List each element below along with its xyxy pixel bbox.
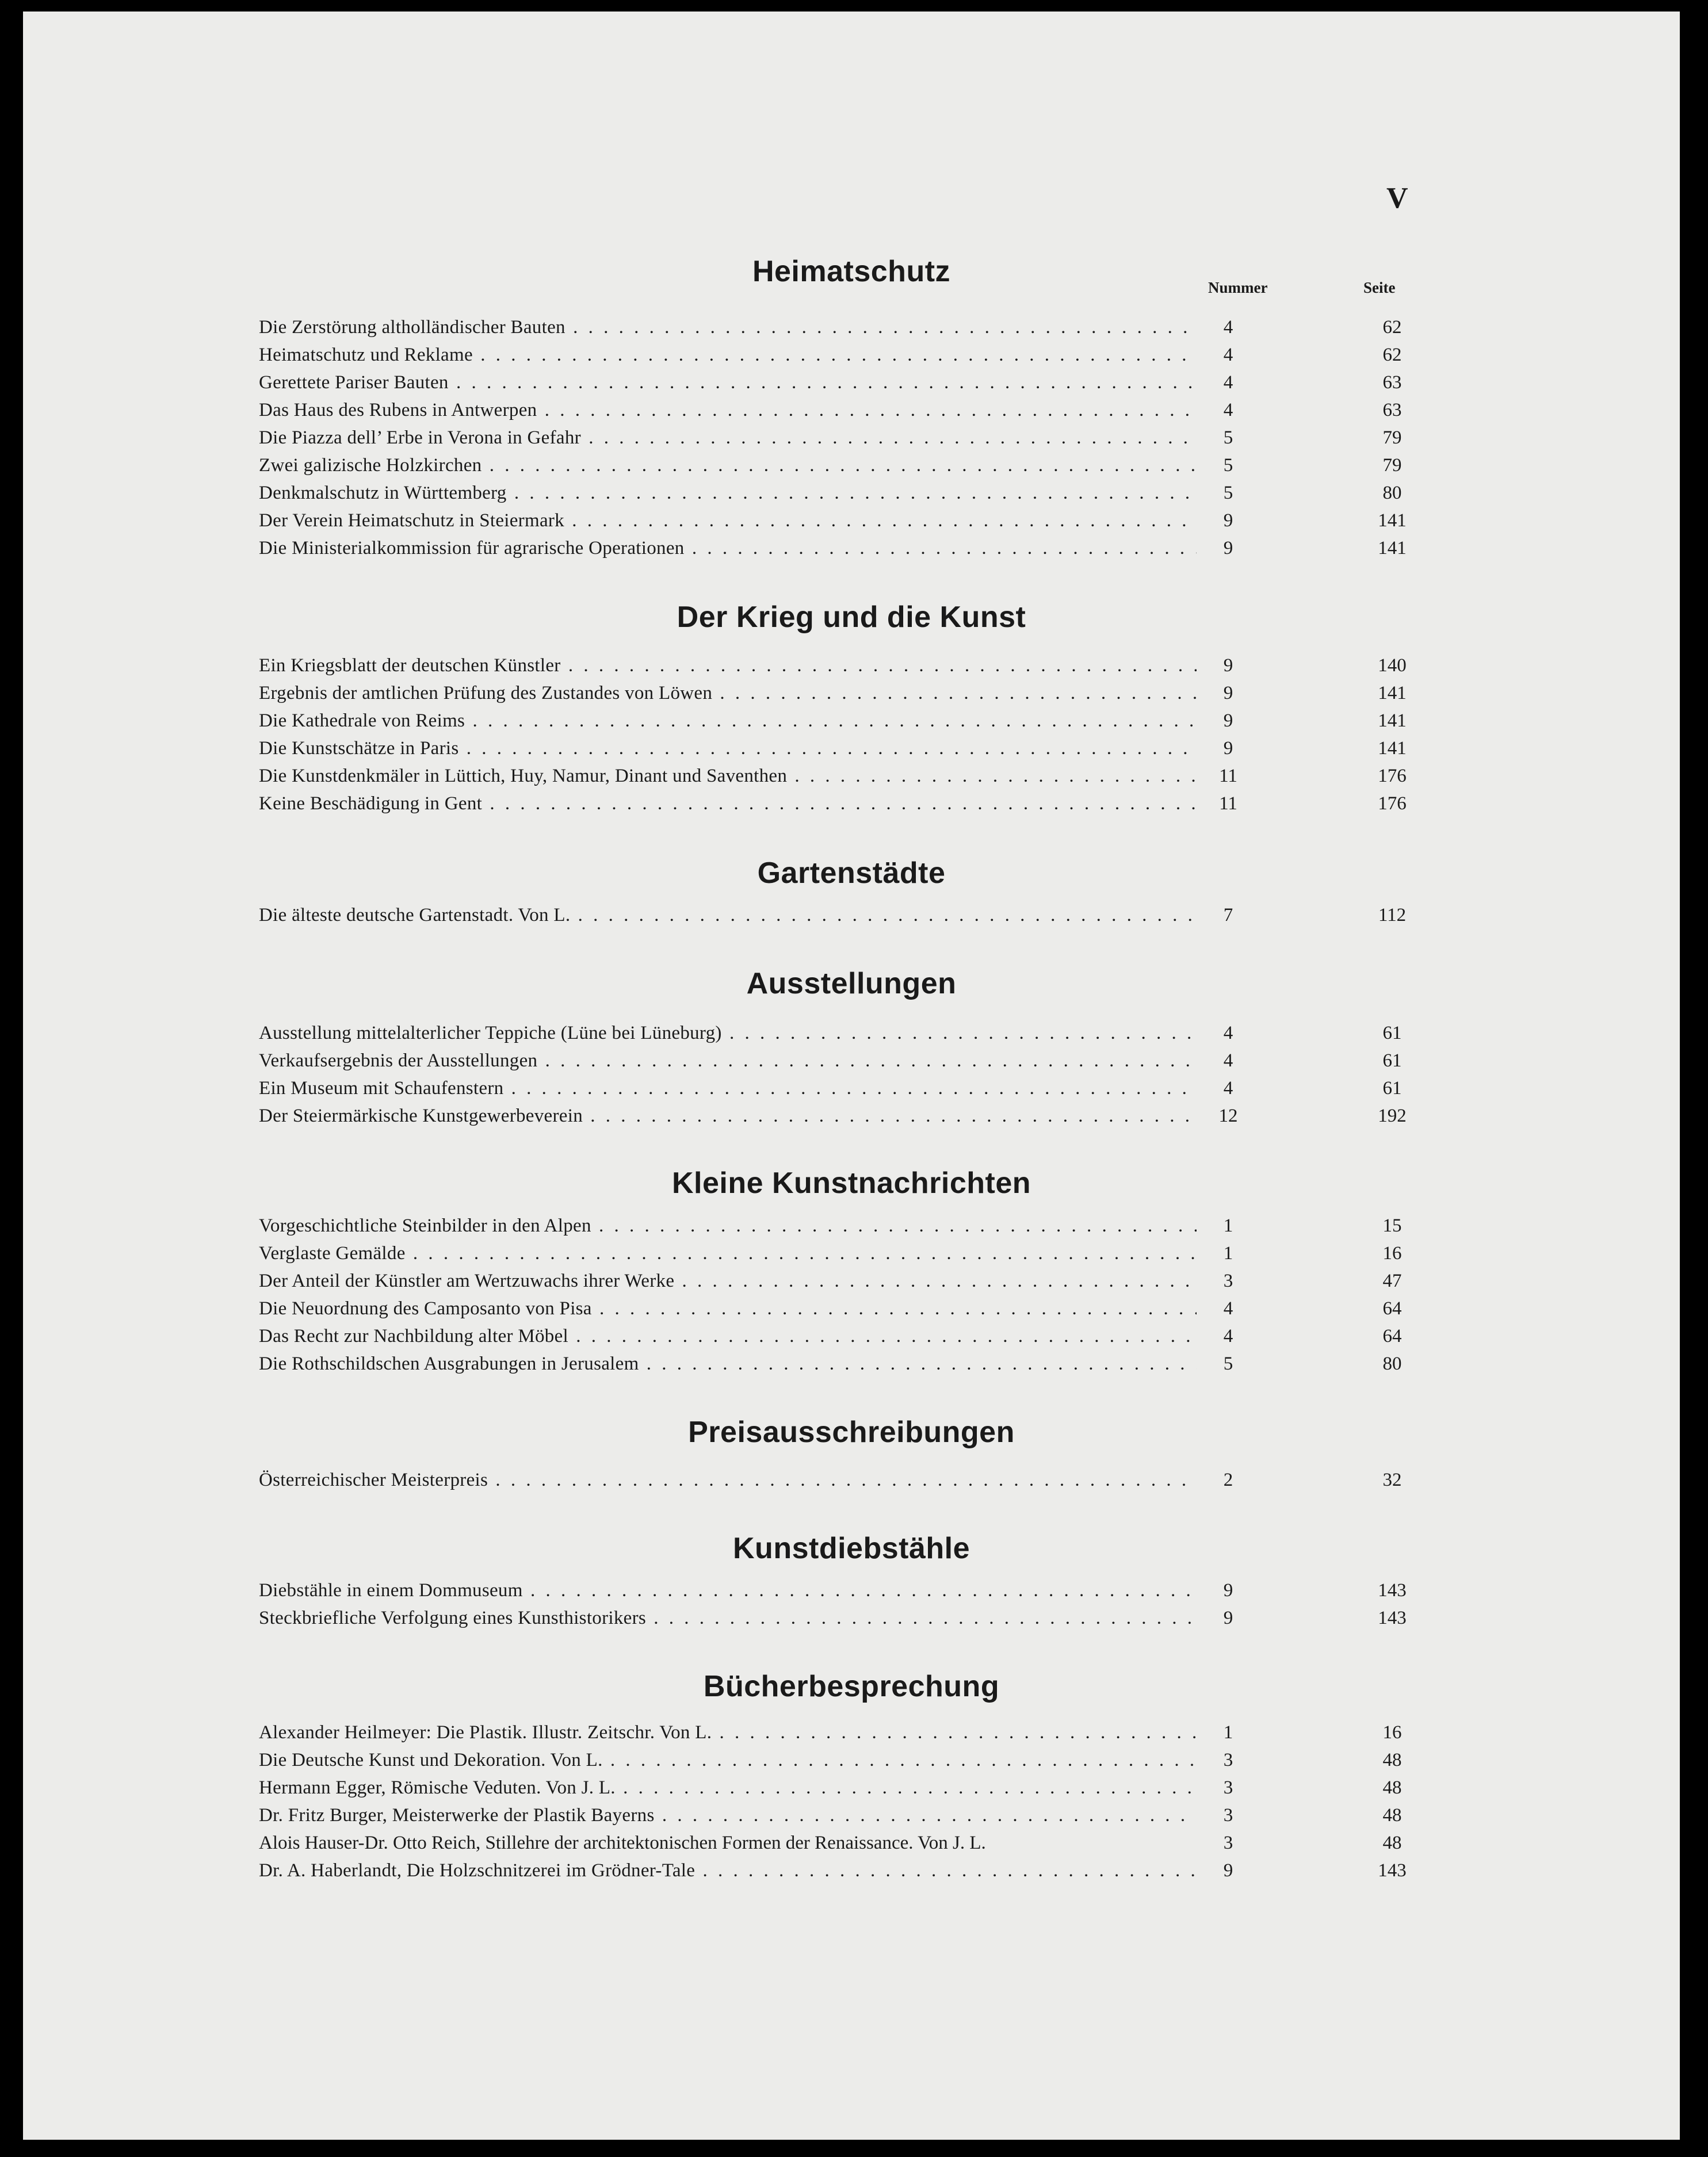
entry-seite: 141: [1378, 510, 1407, 531]
entry-title: Ein Museum mit Schaufenstern . . .: [259, 1074, 1197, 1102]
entry-title: Der Steiermärkische Kunstgewerbeverein . . .: [259, 1102, 1197, 1130]
toc-entry: [259, 1019, 1432, 1047]
entry-seite: 143: [1378, 1580, 1407, 1601]
entry-nummer: 3: [1223, 1805, 1233, 1826]
entry-title: Die Piazza dell’ Erbe in Verona in Gefahr . . .: [259, 424, 1197, 452]
entry-seite: 16: [1382, 1243, 1402, 1264]
entry-seite: 48: [1382, 1833, 1402, 1853]
entry-seite: 141: [1378, 738, 1407, 759]
entry-seite: 143: [1378, 1608, 1407, 1628]
entry-title: Das Haus des Rubens in Antwerpen . . .: [259, 396, 1197, 424]
section-title-kleine-kunstnachrichten: Kleine Kunstnachrichten: [671, 1167, 1031, 1200]
entry-seite: 64: [1382, 1326, 1402, 1347]
toc-entry: [259, 534, 1432, 562]
entry-title: Ein Kriegsblatt der deutschen Künstler . . .: [259, 652, 1197, 679]
entry-nummer: 1: [1223, 1243, 1233, 1264]
toc-entry: [259, 1267, 1432, 1295]
entry-title: Das Recht zur Nachbildung alter Möbel . . .: [259, 1322, 1197, 1350]
section-title-gartenstaedte: Gartenstädte: [757, 856, 946, 890]
entry-seite: 48: [1382, 1750, 1402, 1770]
toc-entry: [259, 1295, 1432, 1322]
entry-nummer: 9: [1223, 1580, 1233, 1601]
toc-entry: [259, 1102, 1432, 1130]
entry-seite: 63: [1382, 372, 1402, 393]
entry-nummer: 9: [1223, 510, 1233, 531]
toc-entry: [259, 1240, 1432, 1267]
toc-entry: [259, 679, 1432, 707]
entry-seite: 63: [1382, 400, 1402, 420]
column-header-seite: Seite: [1363, 279, 1396, 296]
toc-entry: [259, 507, 1432, 534]
entry-nummer: 5: [1223, 455, 1233, 476]
toc-entry: [259, 735, 1432, 762]
entry-seite: 79: [1382, 427, 1402, 448]
section-title-heimatschutz: Heimatschutz: [752, 255, 951, 288]
toc-entry: [259, 1746, 1432, 1774]
entry-title: Die Rothschildschen Ausgrabungen in Jerusalem . . .: [259, 1350, 1197, 1378]
entry-seite: 143: [1378, 1860, 1407, 1881]
section-title-kunstdiebstaehle: Kunstdiebstähle: [733, 1532, 970, 1565]
entry-seite: 80: [1382, 483, 1402, 503]
entry-nummer: 5: [1223, 427, 1233, 448]
entry-nummer: 9: [1223, 738, 1233, 759]
toc-entry: [259, 1577, 1432, 1604]
entry-nummer: 4: [1223, 345, 1233, 365]
toc-entry: [259, 652, 1432, 679]
entry-nummer: 4: [1223, 372, 1233, 393]
toc-entry: [259, 1774, 1432, 1802]
toc-entry: [259, 1802, 1432, 1829]
entry-seite: 16: [1382, 1722, 1402, 1743]
entry-seite: 48: [1382, 1777, 1402, 1798]
toc-entry: [259, 452, 1432, 479]
entry-seite: 79: [1382, 455, 1402, 476]
entry-title: Verkaufsergebnis der Ausstellungen . . .: [259, 1047, 1197, 1074]
entry-title: Die Kunstschätze in Paris . . .: [259, 735, 1197, 762]
entry-title: Die Ministerialkommission für agrarische Operationen . . .: [259, 534, 1197, 562]
entry-nummer: 4: [1223, 317, 1233, 338]
entry-title: Der Anteil der Künstler am Wertzuwachs ihrer Werke . . .: [259, 1267, 1197, 1295]
section-title-preisausschreibungen: Preisausschreibungen: [688, 1416, 1015, 1449]
entry-seite: 140: [1378, 655, 1407, 676]
toc-entry: [259, 1604, 1432, 1632]
entry-nummer: 4: [1223, 1078, 1233, 1099]
entry-title: Zwei galizische Holzkirchen . . .: [259, 452, 1197, 479]
entry-seite: 61: [1382, 1023, 1402, 1043]
entry-nummer: 3: [1223, 1271, 1233, 1291]
entry-seite: 176: [1378, 766, 1407, 786]
toc-entry: [259, 1322, 1432, 1350]
entry-title: Diebstähle in einem Dommuseum . . .: [259, 1577, 1197, 1604]
entry-nummer: 4: [1223, 1326, 1233, 1347]
entry-title: Die Neuordnung des Camposanto von Pisa . . .: [259, 1295, 1197, 1322]
entry-title: Keine Beschädigung in Gent . . .: [259, 790, 1197, 817]
entry-nummer: 3: [1223, 1750, 1233, 1770]
entry-title: Hermann Egger, Römische Veduten. Von J. L. . . .: [259, 1774, 1197, 1802]
entry-seite: 80: [1382, 1353, 1402, 1374]
entry-nummer: 7: [1223, 905, 1233, 925]
section-title-ausstellungen: Ausstellungen: [746, 967, 957, 1000]
toc-entry: [259, 396, 1432, 424]
toc-entry: [259, 901, 1432, 929]
entry-nummer: 2: [1223, 1470, 1233, 1490]
entry-title: Die Kathedrale von Reims . . .: [259, 707, 1197, 735]
entry-nummer: 11: [1219, 766, 1237, 786]
section-title-krieg-und-kunst: Der Krieg und die Kunst: [677, 601, 1026, 634]
toc-entry: [259, 1829, 1432, 1857]
entry-nummer: 5: [1223, 1353, 1233, 1374]
toc-entry: [259, 1212, 1432, 1240]
toc-entry: [259, 479, 1432, 507]
toc-entry: [259, 1466, 1432, 1494]
entry-title: Die älteste deutsche Gartenstadt. Von L. . . .: [259, 901, 1197, 929]
entry-title: Die Kunstdenkmäler in Lüttich, Huy, Namur, Dinant und Saventhen . . .: [259, 762, 1197, 790]
toc-entry: [259, 424, 1432, 452]
entry-title: Die Deutsche Kunst und Dekoration. Von L. . . .: [259, 1746, 1197, 1774]
entry-seite: 61: [1382, 1050, 1402, 1071]
entry-title: Ergebnis der amtlichen Prüfung des Zustandes von Löwen . . .: [259, 679, 1197, 707]
entry-title: Verglaste Gemälde . . .: [259, 1240, 1197, 1267]
entry-seite: 141: [1378, 683, 1407, 703]
entry-title: Alexander Heilmeyer: Die Plastik. Illustr. Zeitschr. Von L. . . .: [259, 1719, 1197, 1746]
entry-nummer: 9: [1223, 1860, 1233, 1881]
entry-title: Dr. Fritz Burger, Meisterwerke der Plastik Bayerns . . .: [259, 1802, 1197, 1829]
page-number: V: [1386, 182, 1408, 215]
entry-seite: 141: [1378, 710, 1407, 731]
entry-title: Alois Hauser-Dr. Otto Reich, Stillehre der architektonischen Formen der Renaissance. Von J. L.: [259, 1833, 986, 1853]
entry-seite: 47: [1382, 1271, 1402, 1291]
entry-title: Steckbriefliche Verfolgung eines Kunsthistorikers . . .: [259, 1604, 1197, 1632]
toc-entry: [259, 790, 1432, 817]
entry-nummer: 9: [1223, 538, 1233, 559]
document-page: [23, 12, 1680, 2140]
entry-nummer: 9: [1223, 1608, 1233, 1628]
column-header-nummer: Nummer: [1208, 279, 1268, 296]
entry-title: Gerettete Pariser Bauten . . .: [259, 369, 1197, 396]
entry-nummer: 9: [1223, 710, 1233, 731]
entry-title: Vorgeschichtliche Steinbilder in den Alpen . . .: [259, 1212, 1197, 1240]
entry-nummer: 5: [1223, 483, 1233, 503]
entry-title: Ausstellung mittelalterlicher Teppiche (Lüne bei Lüneburg) . . .: [259, 1019, 1197, 1047]
entry-title: Der Verein Heimatschutz in Steiermark . . .: [259, 507, 1197, 534]
toc-entry: [259, 1857, 1432, 1884]
entry-seite: 62: [1382, 345, 1402, 365]
entry-nummer: 3: [1223, 1777, 1233, 1798]
toc-entry: [259, 341, 1432, 369]
entry-title: Dr. A. Haberlandt, Die Holzschnitzerei im Grödner-Tale . . .: [259, 1857, 1197, 1884]
toc-entry: [259, 1350, 1432, 1378]
entry-title: Denkmalschutz in Württemberg . . .: [259, 479, 1197, 507]
entry-title: Die Zerstörung altholländischer Bauten . . .: [259, 313, 1197, 341]
toc-entry: [259, 707, 1432, 735]
entry-nummer: 4: [1223, 400, 1233, 420]
entry-seite: 15: [1382, 1215, 1402, 1236]
entry-nummer: 9: [1223, 655, 1233, 676]
entry-seite: 176: [1378, 793, 1407, 814]
entry-seite: 62: [1382, 317, 1402, 338]
entry-seite: 141: [1378, 538, 1407, 559]
entry-nummer: 4: [1223, 1298, 1233, 1319]
entry-title: Heimatschutz und Reklame . . .: [259, 341, 1197, 369]
entry-nummer: 4: [1223, 1050, 1233, 1071]
toc-entry: [259, 1074, 1432, 1102]
entry-nummer: 1: [1223, 1722, 1233, 1743]
toc-entry: [259, 1719, 1432, 1746]
entry-seite: 64: [1382, 1298, 1402, 1319]
entry-nummer: 9: [1223, 683, 1233, 703]
entry-nummer: 1: [1223, 1215, 1233, 1236]
toc-entry: [259, 762, 1432, 790]
toc-entry: [259, 1047, 1432, 1074]
entry-seite: 32: [1382, 1470, 1402, 1490]
section-title-buecherbesprechung: Bücherbesprechung: [703, 1670, 1000, 1703]
toc-entry: [259, 369, 1432, 396]
entry-seite: 192: [1378, 1106, 1407, 1126]
entry-nummer: 11: [1219, 793, 1237, 814]
entry-seite: 48: [1382, 1805, 1402, 1826]
entry-seite: 112: [1378, 905, 1407, 925]
entry-nummer: 3: [1223, 1833, 1233, 1853]
entry-nummer: 12: [1218, 1106, 1238, 1126]
entry-title: Österreichischer Meisterpreis . . .: [259, 1466, 1197, 1494]
entry-seite: 61: [1382, 1078, 1402, 1099]
entry-nummer: 4: [1223, 1023, 1233, 1043]
toc-entry: [259, 313, 1432, 341]
